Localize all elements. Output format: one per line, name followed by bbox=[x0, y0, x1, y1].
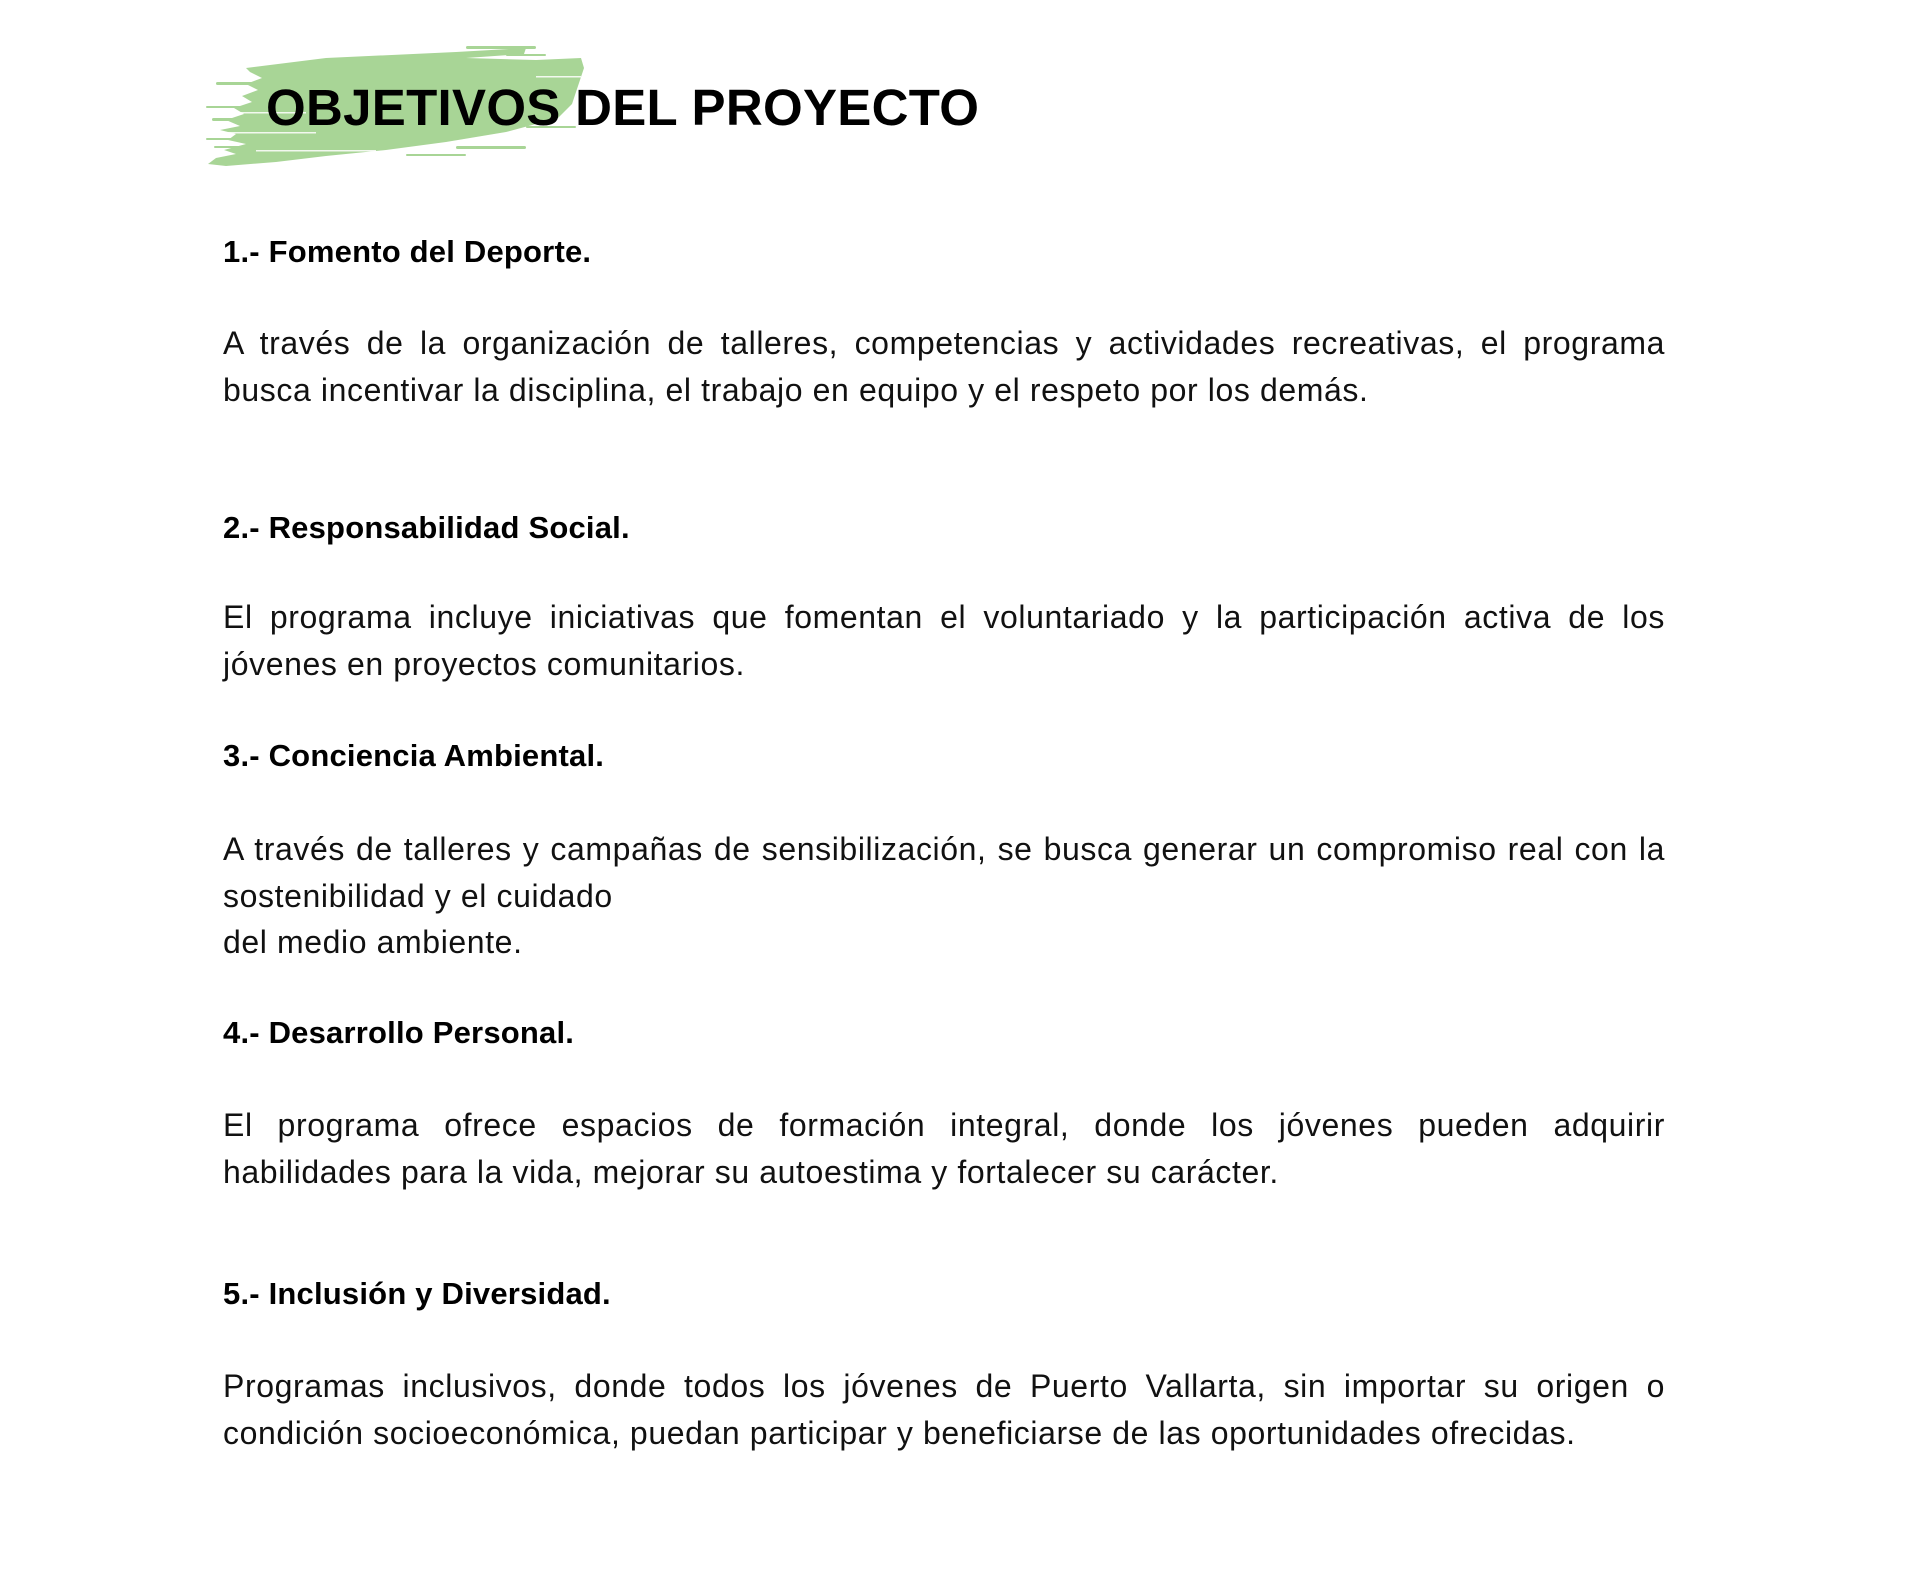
objective-heading: 3.- Conciencia Ambiental. bbox=[223, 738, 605, 773]
objective-description-part-2: del medio ambiente. bbox=[223, 924, 523, 960]
objective-description: El programa ofrece espacios de formación integral, donde los jóvenes pueden adquirir habilidades para la vida, mejorar su autoestima y fortalecer su carácter. bbox=[223, 1107, 1665, 1190]
objective-heading: 4.- Desarrollo Personal. bbox=[223, 1015, 575, 1050]
objective-heading: 5.- Inclusión y Diversidad. bbox=[223, 1276, 611, 1311]
objective-heading: 1.- Fomento del Deporte. bbox=[223, 234, 592, 269]
objective-description: Programas inclusivos, donde todos los jóvenes de Puerto Vallarta, sin importar su origen o condición socioeconómica, puedan participar y beneficiarse de las oportunidades ofrecidas. bbox=[223, 1368, 1665, 1451]
page-title: OBJETIVOS DEL PROYECTO bbox=[266, 79, 980, 136]
objective-description: A través de la organización de talleres, competencias y actividades recreativas, el programa busca incentivar la disciplina, el trabajo en equipo y el respeto por los demás. bbox=[223, 325, 1665, 408]
objective-description-part-1: A través de talleres y campañas de sensibilización, se busca generar un compromiso real con la sostenibilidad y el cuidado bbox=[223, 831, 1665, 914]
objective-description: El programa incluye iniciativas que fomentan el voluntariado y la participación activa de los jóvenes en proyectos comunitarios. bbox=[223, 599, 1665, 682]
objective-heading: 2.- Responsabilidad Social. bbox=[223, 510, 630, 545]
objective-description bbox=[223, 826, 1665, 966]
